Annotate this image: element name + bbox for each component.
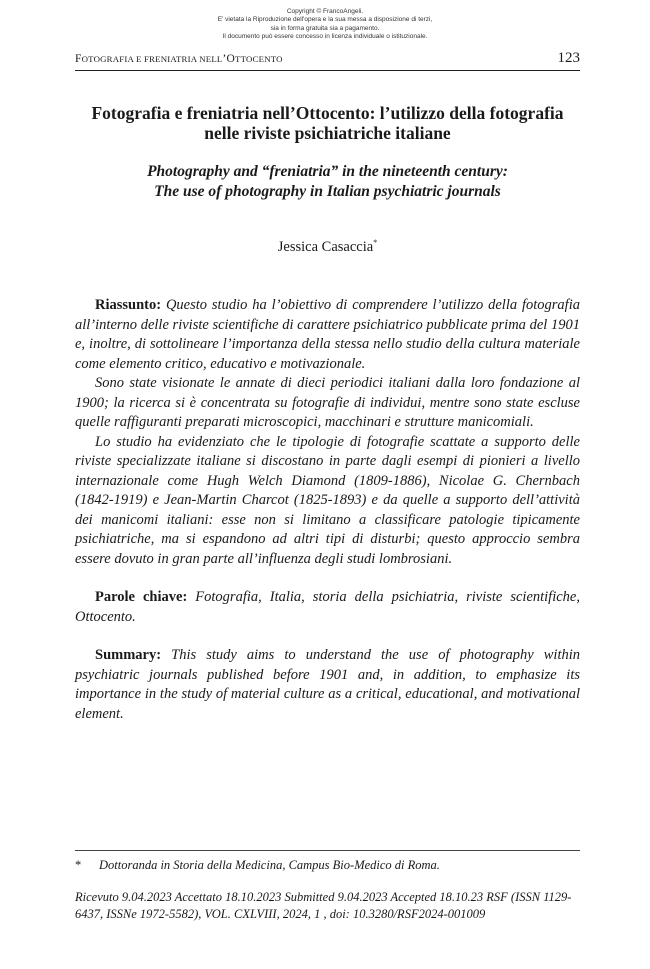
riassunto-text: Questo studio ha l’obiettivo di comprendere l’utilizzo della fotografia all’interno delle riviste scientifiche di carattere psichiatrico pubblicate prima del 1901 e, inoltre, di sottolineare l’importanza della stessa nello studio della cultura materiale come elemento critico, educativo e motivazionale. bbox=[75, 297, 580, 372]
riassunto-paragraph bbox=[75, 296, 580, 374]
abstract bbox=[75, 296, 580, 724]
abstract-paragraph: Lo studio ha evidenziato che le tipologie di fotografie scattate a supporto delle riviste specializzate italiane si discostano in parte dagli esempi di pionieri a livello internazionale come Hugh Welch Diamond (1809-1886), Nicolae G. Chernbach (1842-1919) e Jean-Martin Charcot (1825-1893) e da quelle a supporto dell’attività dei manicomi italiani: esse non si limitano a classificare patologie tipicamente psichiatriche, ma si espandono ad altri tipi di disturbi; questo approccio sembra essere dovuto in gran parte all’influenza degli studi lombrosiani. bbox=[75, 433, 580, 567]
running-head-text: OTOGRAFIA E FRENIATRIA NELL bbox=[81, 54, 223, 64]
author-name: Jessica Casaccia bbox=[277, 238, 374, 255]
copyright-line: E' vietata la Riproduzione dell'opera e la sua messa a disposizione di terzi, bbox=[217, 16, 433, 24]
running-head-initial: ’O bbox=[222, 53, 236, 65]
riassunto-label: Riassunto: bbox=[95, 297, 162, 313]
author-footnote-mark: * bbox=[373, 238, 378, 247]
article-subtitle bbox=[75, 162, 580, 202]
running-head-initial: F bbox=[75, 53, 82, 65]
page-number: 123 bbox=[557, 50, 580, 66]
copyright-line: Copyright © FrancoAngeli. bbox=[286, 8, 364, 15]
copyright-notice bbox=[0, 8, 650, 42]
running-head-title bbox=[75, 53, 283, 65]
footnote-text: Dottoranda in Storia della Medicina, Campus Bio-Medico di Roma. bbox=[99, 858, 440, 872]
running-head-text: TTOCENTO bbox=[235, 54, 283, 64]
copyright-line: Il documento può essere concesso in licenza individuale o istituzionale. bbox=[222, 33, 428, 41]
keywords-paragraph bbox=[75, 588, 580, 627]
footnote-mark: * bbox=[75, 858, 82, 872]
article-title: Fotografia e freniatria nell’Ottocento: l’utilizzo della fotografia nelle riviste psichiatriche italiane bbox=[91, 103, 564, 143]
abstract-paragraph: Sono state visionate le annate di dieci periodici italiani dalla loro fondazione al 1900; la ricerca si è concentrata su fotografie di individui, mentre sono state escluse quelle raffiguranti preparati microscopici, macchinari e strutture manicomiali. bbox=[75, 375, 580, 430]
keywords-label: Parole chiave: bbox=[95, 589, 188, 605]
received-info: Ricevuto 9.04.2023 Accettato 18.10.2023 Submitted 9.04.2023 Accepted 18.10.23 RSF (ISSN 1129-6437, ISSNe 1972-5582), VOL. CXLVIII, 2024, 1 , doi: 10.3280/RSF2024-001009 bbox=[75, 890, 572, 921]
summary-paragraph bbox=[75, 646, 580, 724]
running-head bbox=[75, 50, 580, 67]
footnote-rule bbox=[75, 850, 580, 851]
copyright-line: sia in forma gratuita sia a pagamento. bbox=[270, 24, 380, 32]
subtitle-line: Photography and “freniatria” in the nineteenth century: bbox=[147, 163, 508, 180]
summary-label: Summary: bbox=[95, 647, 162, 663]
keywords-text: Fotografia, Italia, storia della psichiatria, riviste scientifiche, Ottocento. bbox=[75, 589, 580, 625]
header-rule bbox=[75, 70, 580, 71]
author bbox=[75, 238, 580, 256]
summary-text: This study aims to understand the use of photography within psychiatric journals published before 1901 and, in addition, to emphasize its importance in the study of material culture as a critical, educational, and motivational element. bbox=[75, 647, 581, 722]
subtitle-line: The use of photography in Italian psychiatric journals bbox=[154, 183, 501, 200]
footnote bbox=[75, 857, 580, 873]
